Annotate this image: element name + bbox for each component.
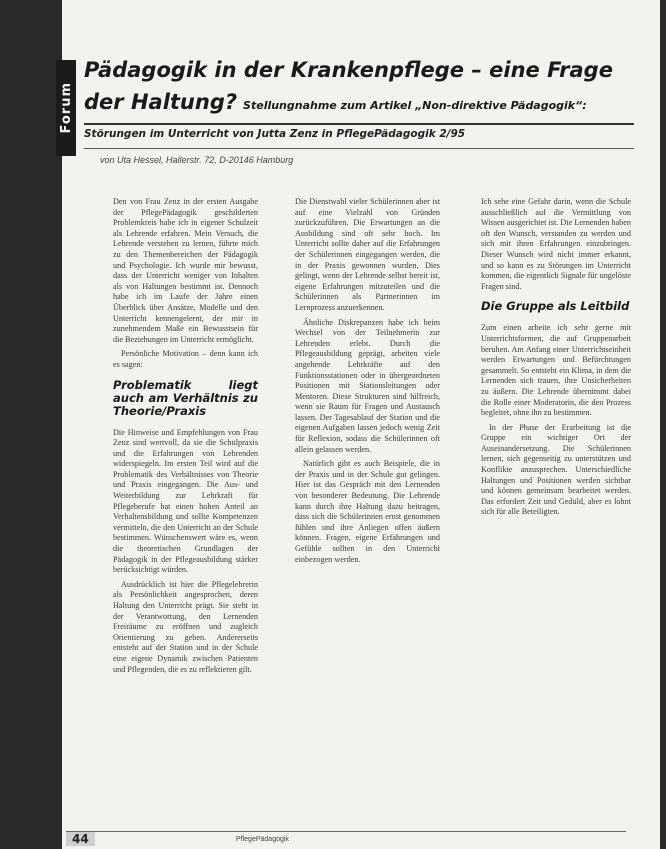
author-line: von Uta Hessel, Hallerstr. 72, D-20146 Hamburg [100,155,294,165]
article-title-line2 [84,90,587,114]
paragraph: Die Dienstwahl vieler Schülerinnen aber ist auf eine Vielzahl von Gründen zurückzuführen. Die Erwartungen an die Ausbildung sind oft sehr hoch. Im Unterricht sollte daher auf die Erfahrungen der Schülerinnen eingegangen werden, die in der Praxis gewonnen wurden. Dies gelingt, wenn der Lehrende selbst bereit ist, eigene Erfahrungen mitzuteilen und die Schülerinnen als Partnerinnen im Lernprozess anzuerkennen. [295,197,440,312]
article-title-sub: Stellungnahme zum Artikel „Non-direktive Pädagogik“: [243,99,587,112]
column-2 [295,197,440,569]
paragraph: Zum einen arbeite ich sehr gerne mit Unterrichtsformen, die auf Gruppenarbeit beruhen. Am Anfang einer Unterrichtseinheit werden Erwartungen und Befürchtungen gesammelt. So entsteht ein Klima, in dem die Lernenden sich trauen, ihre Unsicherheiten zu äußern. Die Lehrende übernimmt dabei die Rolle einer Moderatorin, die den Prozess begleitet, ohne ihn zu bestimmen. [481,323,631,418]
article-subtitle: Störungen im Unterricht von Jutta Zenz in PflegePädagogik 2/95 [84,128,466,140]
paragraph: Die Hinweise und Empfehlungen von Frau Zenz sind wertvoll, da sie die Schulpraxis und die Erfahrungen von Lehrenden widerspiegeln. Im ersten Teil wird auf die Problematik des Verhältnisses von Theorie und Praxis eingegangen. Die Aus- und Weiterbildung zur Lehrkraft für Pflegeberufe hat einen hohen Anteil an Verhaltensbildung und sollte Kompetenzen vermitteln, die den Unterricht an der Schule bestimmen. Wünschenswert wäre es, wenn die theoretischen Grundlagen der Pädagogik in der Pflegeausbildung stärker berücksichtigt würden. [113,427,258,575]
paragraph: Ähnliche Diskrepanzen habe ich beim Wechsel von der Teilnehmerin zur Lehrenden erlebt. Durch die Pflegeausbildung geprägt, arbeiten viele angehende Lehrkräfte auf den Funktionsstationen oder in übergeordneten Positionen mit Stationsleitungen oder Mentoren. Diese Strukturen sind hilfreich, wenn sie Raum für Fragen und Austausch lassen. Der Tagesablauf der Station und die eigenen Aufgaben lassen jedoch wenig Zeit für Reflexion, sodass die Schülerinnen oft allein gelassen werden. [295,317,440,454]
page-number: 44 [66,832,95,846]
section-label: Forum [58,82,74,134]
subtitle-rule [84,148,634,149]
paragraph: Den von Frau Zenz in der ersten Ausgabe der PflegePädagogik geschilderten Problemkreis habe ich in eigener Schulzeit als Lehrende erfahren. Mein Versuch, die Lehrende verstehen zu lernen, führte mich zu den Themenbereichen der Pädagogik und Psychologie. Ich wurde mir bewusst, dass der Unterricht weniger von Inhalten als von Haltungen bestimmt ist. Dennoch habe ich im Laufe der Jahre einen Überblick über Ansätze, Modelle und den Unterricht kennengelernt, der mir in zunehmendem Maße ein Bewusstsein für die Beziehungen im Unterricht ermöglicht. [113,197,258,344]
paragraph: Ausdrücklich ist hier die Pflegelehrerin als Persönlichkeit angesprochen, deren Haltung den Unterricht prägt. Sie steht in der Verantwortung, den Lernenden Freiräume zu eröffnen und zugleich Orientierung zu geben. Andererseits entsteht auf der Station und in der Schule eine eigene Dynamik zwischen Patienten und Pflegenden, die es zu reflektieren gilt. [113,579,258,674]
section-heading: Die Gruppe als Leitbild [481,299,630,314]
section-heading: Problematik liegt auch am Verhältnis zu Theorie/Praxis [113,377,258,418]
footer-rule [66,831,626,832]
paragraph: Persönliche Motivation – denn kann ich es sagen: [113,349,258,369]
article-title-line1: Pädagogik in der Krankenpflege – eine Frage [84,58,613,82]
article-title-line2-main: der Haltung? [84,90,238,114]
paragraph: Natürlich gibt es auch Beispiele, die in der Praxis und in der Schule gut gelingen. Hier ist das Gespräch mit den Lernenden von besonderer Bedeutung. Die Lehrende kann durch ihre Haltung dazu beitragen, dass sich die Schülerinnen ernst genommen fühlen und ihre Anliegen offen äußern können. Fragen, eigene Erfahrungen und Gefühle sollten in den Unterricht einbezogen werden. [295,459,440,564]
paragraph: In der Phase der Erarbeitung ist die Gruppe ein wichtiger Ort der Auseinandersetzung. Die Schülerinnen lernen, sich gegenseitig zu unterstützen und Konflikte anzusprechen. Unterschiedliche Haltungen und Positionen werden sichtbar und können gemeinsam bearbeitet werden. Das erfordert Zeit und Geduld, aber es lohnt sich für alle Beteiligten. [481,422,631,517]
title-rule [84,123,634,125]
column-1 [113,197,258,679]
paragraph: Ich sehe eine Gefahr darin, wenn die Schule ausschließlich auf die Vermittlung von Wissen ausgerichtet ist. Die Lernenden haben oft den Wunsch, verstanden zu werden und sich mit ihren Erfahrungen einzubringen. Dieser Wunsch wird nicht immer erkannt, und so kann es zu Störungen im Unterricht kommen, die eigentlich Signale für ungelöste Fragen sind. [481,197,631,291]
journal-logo: PflegePädagogik [236,836,289,843]
section-tab [56,60,76,156]
column-3 [481,197,631,522]
